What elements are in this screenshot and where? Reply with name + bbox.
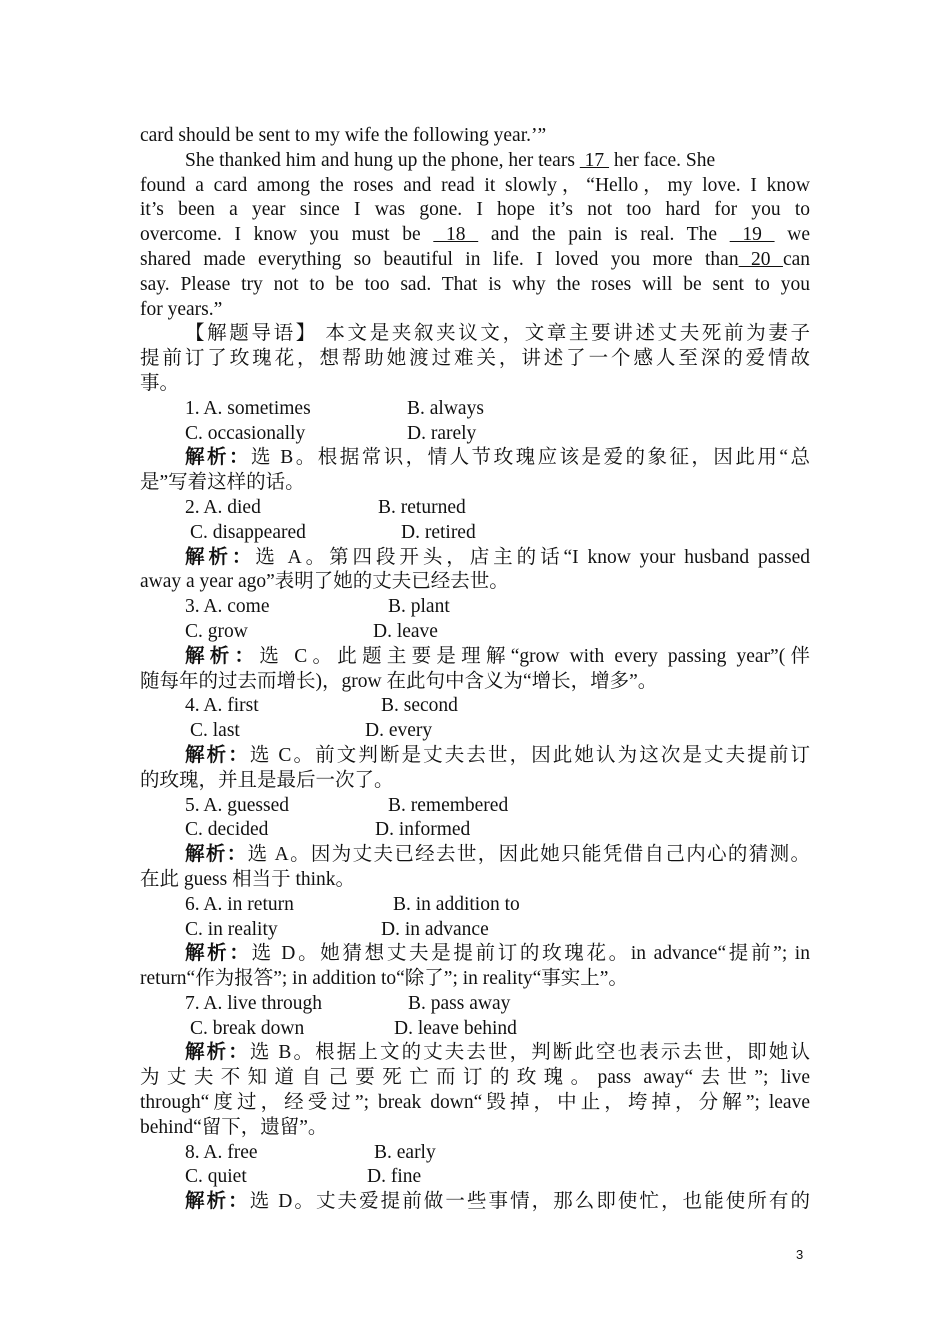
option-a: 2. A. died <box>185 496 261 518</box>
analysis-line <box>140 1066 810 1091</box>
question-options <box>140 794 810 819</box>
analysis-line <box>140 942 810 967</box>
option-d: D. every <box>365 720 433 742</box>
analysis-label: 解析： <box>185 844 248 866</box>
question-options <box>140 918 810 943</box>
option-b: B. pass away <box>408 992 511 1014</box>
passage-text: for years.” <box>140 298 223 320</box>
analysis-line <box>140 1116 810 1141</box>
question-options <box>140 397 810 422</box>
option-b: B. remembered <box>388 794 509 816</box>
passage-text: card should be sent to my wife the following year.’” <box>140 125 547 146</box>
passage-line <box>140 298 810 323</box>
question-options <box>140 992 810 1017</box>
blank-19: 19 <box>729 224 775 246</box>
analysis-line <box>140 645 810 670</box>
guide-line <box>140 347 810 372</box>
document-page <box>140 124 810 1215</box>
option-b: B. always <box>407 397 484 419</box>
blank-17: 17 <box>579 149 610 171</box>
passage-line <box>140 124 810 149</box>
option-d: D. informed <box>375 819 471 841</box>
question-options <box>140 595 810 620</box>
analysis-text: 选 A。第四段开头，店主的话“I know your husband passed <box>255 546 810 568</box>
question-options <box>140 893 810 918</box>
passage-text: say. Please try not to be too sad. That is why the roses will be sent to you <box>140 273 810 295</box>
guide-line <box>140 372 810 397</box>
question-options <box>140 719 810 744</box>
analysis-line <box>140 471 810 496</box>
option-a: 7. A. live through <box>185 992 323 1014</box>
analysis-line <box>140 570 810 595</box>
passage-text: can <box>782 248 811 270</box>
passage-text: it’s been a year since I was gone. I hope it’s not too hard for you to <box>140 199 810 221</box>
passage-line <box>140 174 810 199</box>
question-options <box>140 422 810 447</box>
passage-text: overcome. I know you must be <box>140 224 434 246</box>
analysis-text: 随每年的过去而增长)，grow 在此句中含义为“增长，增多”。 <box>140 670 658 692</box>
page-number: 3 <box>796 1247 804 1262</box>
analysis-text: 选 C。此题主要是理解“grow with every passing year”(伴 <box>259 645 810 667</box>
analysis-text: return“作为报答”; in addition to“除了”; in reality“事实上”。 <box>140 968 628 990</box>
passage-text: we <box>774 224 810 246</box>
analysis-label: 解析： <box>185 645 260 667</box>
option-d: D. retired <box>401 521 476 543</box>
analysis-text: away a year ago”表明了她的丈夫已经去世。 <box>140 571 509 593</box>
question-options <box>140 620 810 645</box>
analysis-line <box>140 1041 810 1066</box>
option-c: C. decided <box>185 819 269 841</box>
option-b: B. plant <box>388 596 450 618</box>
analysis-line <box>140 868 810 893</box>
analysis-text: 在此 guess 相当于 think。 <box>140 868 356 890</box>
analysis-text: 选 B。根据常识，情人节玫瑰应该是爱的象征，因此用“总 <box>250 447 810 469</box>
passage-line <box>140 273 810 298</box>
analysis-line <box>140 769 810 794</box>
option-d: D. in advance <box>381 918 489 940</box>
analysis-label: 解析： <box>185 546 256 568</box>
analysis-line <box>140 843 810 868</box>
blank-20: 20 <box>738 248 783 270</box>
guide-line <box>140 322 810 347</box>
question-options <box>140 496 810 521</box>
analysis-label: 解析： <box>185 1191 250 1213</box>
option-a: 1. A. sometimes <box>185 397 311 419</box>
question-options <box>140 694 810 719</box>
option-c: C. quiet <box>185 1166 247 1188</box>
analysis-label: 解析： <box>185 1042 250 1064</box>
option-c: C. grow <box>185 620 248 642</box>
option-d: D. leave <box>373 620 438 642</box>
passage-line <box>140 149 810 174</box>
blank-18: 18 <box>433 224 479 246</box>
passage-line <box>140 223 810 248</box>
analysis-line <box>140 546 810 571</box>
option-d: D. fine <box>367 1166 422 1188</box>
analysis-text: 选 B。根据上文的丈夫去世，判断此空也表示去世，即她认 <box>249 1042 810 1064</box>
option-a: 4. A. first <box>185 695 259 717</box>
option-b: B. early <box>374 1141 436 1163</box>
analysis-label: 解析： <box>185 943 252 965</box>
option-d: D. rarely <box>407 422 477 444</box>
passage-text: shared made everything so beautiful in life. I loved you more than <box>140 248 739 270</box>
passage-text: and the pain is real. The <box>478 224 730 246</box>
analysis-line <box>140 744 810 769</box>
analysis-label: 解析： <box>185 744 250 766</box>
analysis-text: 选 D。她猜想丈夫是提前订的玫瑰花。in advance“提前”; in <box>251 943 810 965</box>
option-a: 8. A. free <box>185 1141 258 1163</box>
analysis-text: 选 C。前文判断是丈夫去世，因此她认为这次是丈夫提前订 <box>249 744 810 766</box>
option-c: C. break down <box>190 1017 305 1039</box>
guide-text: 事。 <box>140 372 180 394</box>
passage-text: her face. She <box>609 149 716 171</box>
analysis-text: 是”写着这样的话。 <box>140 472 305 494</box>
passage-text: She thanked him and hung up the phone, her tears <box>185 149 580 171</box>
guide-text: 【解题导语】 本文是夹叙夹议文，文章主要讲述丈夫死前为妻子 <box>185 323 810 345</box>
option-a: 6. A. in return <box>185 893 294 915</box>
option-a: 3. A. come <box>185 596 270 618</box>
option-c: C. last <box>190 720 240 742</box>
option-d: D. leave behind <box>394 1017 517 1039</box>
analysis-line <box>140 1190 810 1215</box>
option-b: B. in addition to <box>393 893 520 915</box>
option-b: B. returned <box>378 496 466 518</box>
passage-line <box>140 198 810 223</box>
analysis-text: through“度过，经受过”; break down“毁掉，中止，垮掉，分解”; leave <box>140 1092 810 1114</box>
question-options <box>140 1165 810 1190</box>
analysis-text: behind“留下，遗留”。 <box>140 1116 328 1138</box>
analysis-line <box>140 446 810 471</box>
analysis-line <box>140 670 810 695</box>
option-b: B. second <box>381 695 458 717</box>
analysis-line <box>140 1091 810 1116</box>
option-a: 5. A. guessed <box>185 794 289 816</box>
analysis-line <box>140 967 810 992</box>
question-options <box>140 1141 810 1166</box>
question-options <box>140 521 810 546</box>
option-c: C. occasionally <box>185 422 306 444</box>
passage-text: found a card among the roses and read it slowly，“Hello，my love. I know <box>140 174 810 196</box>
analysis-text: 的玫瑰，并且是最后一次了。 <box>140 769 394 791</box>
question-options <box>140 1017 810 1042</box>
option-c: C. disappeared <box>190 521 306 543</box>
option-c: C. in reality <box>185 918 278 940</box>
analysis-label: 解析： <box>185 447 251 469</box>
guide-text: 提前订了玫瑰花，想帮助她渡过难关，讲述了一个感人至深的爱情故 <box>140 348 810 370</box>
analysis-text: 为丈夫不知道自己要死亡而订的玫瑰。pass away“去世”; live <box>140 1067 810 1089</box>
question-options <box>140 818 810 843</box>
analysis-text: 选 D。丈夫爱提前做一些事情，那么即使忙，也能使所有的 <box>249 1191 810 1213</box>
analysis-text: 选 A。因为丈夫已经去世，因此她只能凭借自己内心的猜测。 <box>247 844 810 866</box>
passage-line <box>140 248 810 273</box>
